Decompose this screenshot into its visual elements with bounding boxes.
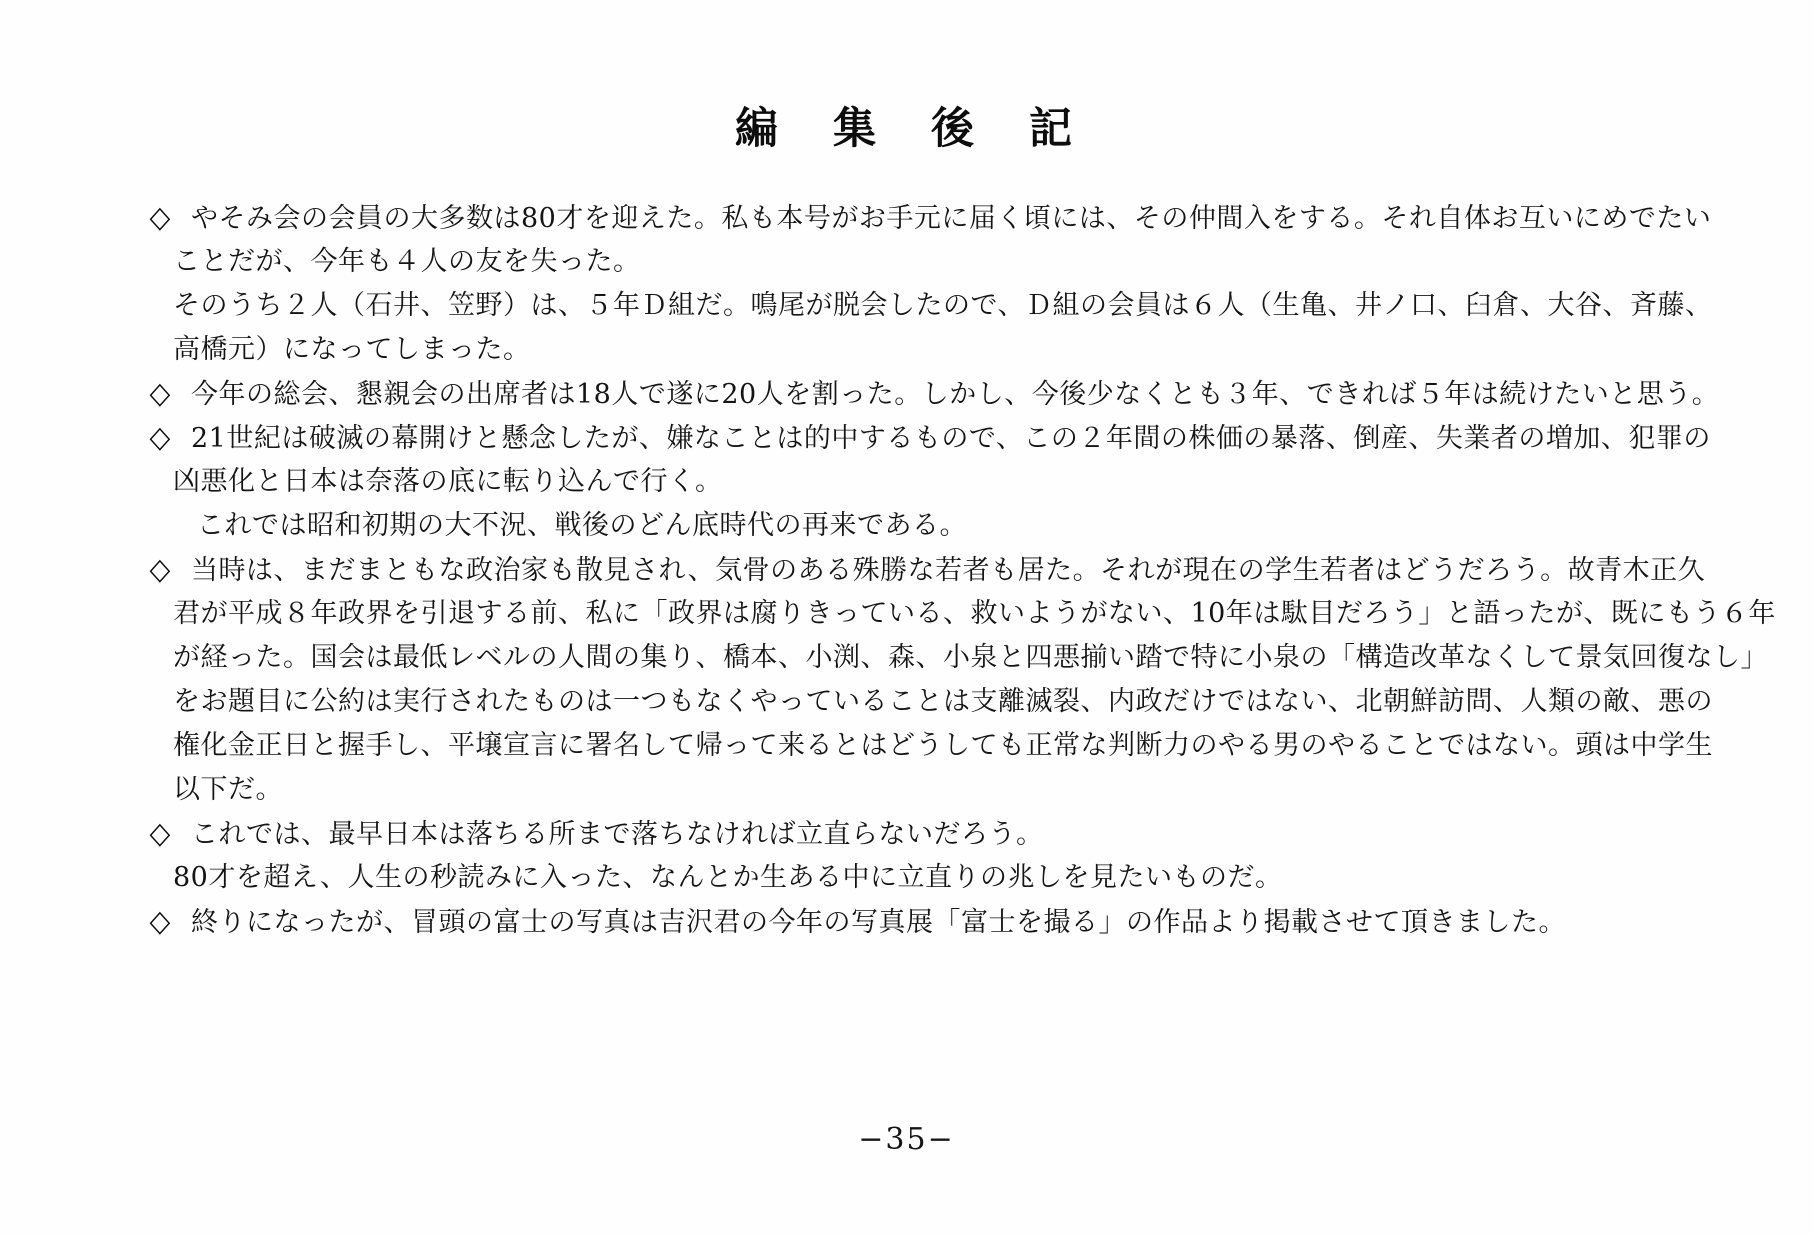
text-line xyxy=(0,592,1813,636)
line-text: これでは、最早日本は落ちる所まで落ちなければ立直らないだろう。 xyxy=(191,819,1044,850)
text-line xyxy=(0,284,1813,328)
line-text: 当時は、まだまともな政治家も散見され、気骨のある殊勝な若者も居た。それが現在の学生若者はどうだろう。故青木正久 xyxy=(191,555,1706,586)
line-text: 終りになったが、冒頭の富士の写真は吉沢君の今年の写真展「富士を撮る」の作品より掲載させて頂きました。 xyxy=(191,907,1566,938)
text-line xyxy=(0,636,1813,680)
text-line xyxy=(0,724,1813,768)
line-text: が経った。国会は最低レベルの人間の集り、橋本、小渕、森、小泉と四悪揃い踏で特に小泉の「構造改革なくして景気回復なし」 xyxy=(173,642,1768,673)
text-line xyxy=(0,856,1813,900)
text-line xyxy=(0,548,1813,592)
diamond-bullet-icon: ◇ xyxy=(149,420,171,455)
diamond-bullet-icon: ◇ xyxy=(149,904,171,939)
line-text: 凶悪化と日本は奈落の底に転り込んで行く。 xyxy=(173,466,723,497)
line-text: そのうち２人（石井、笠野）は、５年Ｄ組だ。鳴尾が脱会したので、Ｄ組の会員は６人（生亀、井ノ口、臼倉、大谷、斉藤、 xyxy=(173,290,1713,321)
line-text: 以下だ。 xyxy=(173,774,283,805)
diamond-bullet-icon: ◇ xyxy=(149,200,171,235)
text-line xyxy=(0,416,1813,460)
text-line xyxy=(0,372,1813,416)
text-line xyxy=(0,460,1813,504)
line-text: 高橋元）になってしまった。 xyxy=(173,334,531,365)
text-line xyxy=(0,328,1813,372)
text-line xyxy=(0,196,1813,240)
line-text: をお題目に公約は実行されたものは一つもなくやっていることは支離滅裂、内政だけではない、北朝鮮訪問、人類の敵、悪の xyxy=(173,686,1713,717)
line-text: 80才を超え、人生の秒読みに入った、なんとか生ある中に立直りの兆しを見たいものだ。 xyxy=(173,862,1283,893)
line-text: 君が平成８年政界を引退する前、私に「政界は腐りきっている、救いようがない、10年は駄目だろう」と語ったが、既にもう６年 xyxy=(173,598,1776,629)
line-text: ことだが、今年も４人の友を失った。 xyxy=(173,246,641,277)
body-text xyxy=(0,196,1813,944)
page-title: 編 集 後 記 xyxy=(735,104,1078,154)
diamond-bullet-icon: ◇ xyxy=(149,552,171,587)
line-text: 21世紀は破滅の幕開けと懸念したが、嫌なことは的中するもので、この２年間の株価の暴落、倒産、失業者の増加、犯罪の xyxy=(191,423,1711,454)
text-line xyxy=(0,812,1813,856)
text-line xyxy=(0,900,1813,944)
line-text: やそみ会の会員の大多数は80才を迎えた。私も本号がお手元に届く頃には、その仲間入をする。それ自体お互いにめでたい xyxy=(191,203,1712,234)
text-line xyxy=(0,680,1813,724)
text-line xyxy=(0,768,1813,812)
page-number: −35− xyxy=(858,1122,955,1157)
line-text: 権化金正日と握手し、平壌宣言に署名して帰って来るとはどうしても正常な判断力のやる男のやることではない。頭は中学生 xyxy=(173,730,1713,761)
diamond-bullet-icon: ◇ xyxy=(149,816,171,851)
text-line xyxy=(0,504,1813,548)
line-text: 今年の総会、懇親会の出席者は18人で遂に20人を割った。しかし、今後少なくとも３年、できれば５年は続けたいと思う。 xyxy=(191,379,1720,410)
text-line xyxy=(0,240,1813,284)
diamond-bullet-icon: ◇ xyxy=(149,376,171,411)
line-text: これでは昭和初期の大不況、戦後のどん底時代の再来である。 xyxy=(197,510,967,541)
